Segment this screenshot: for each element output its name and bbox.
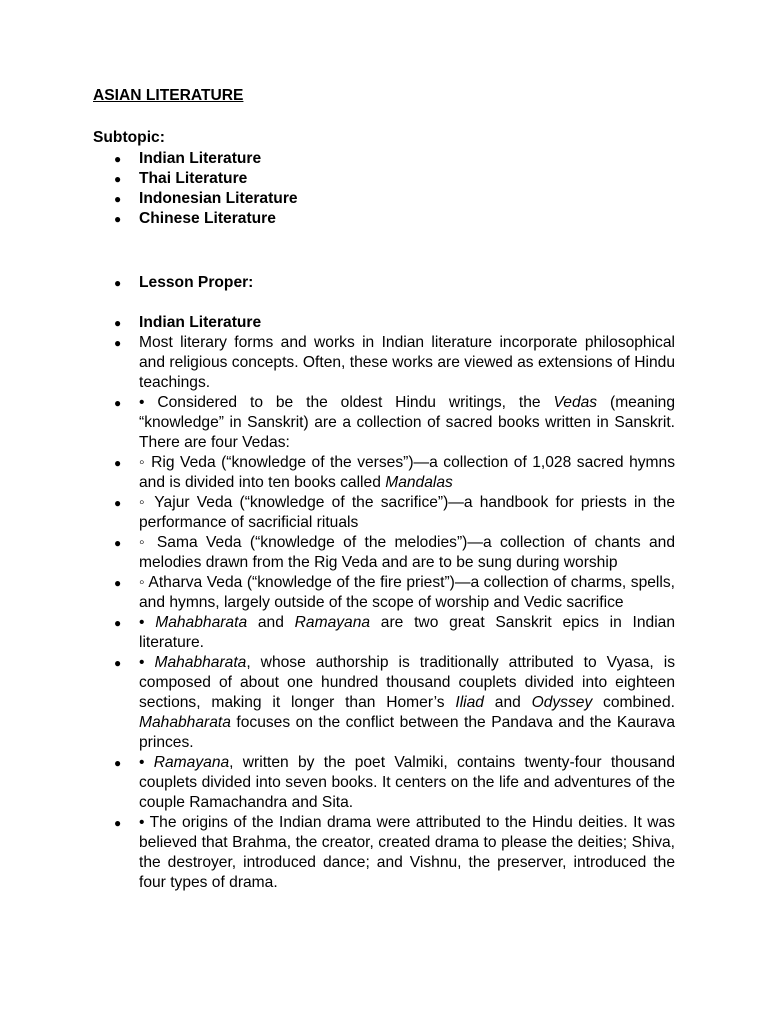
list-item — [114, 313, 675, 333]
list-item — [114, 573, 675, 613]
bullet-icon: ● — [114, 316, 122, 330]
list-item — [114, 533, 675, 573]
bullet-icon: ● — [114, 172, 122, 186]
subtopic-text: Indonesian Literature — [139, 190, 298, 207]
text-run: and — [483, 694, 532, 711]
bullet-icon: ● — [114, 192, 122, 206]
text-run: , whose authorship is traditionally attributed to Vyasa, is composed of about one hundred thousand couplets divided into eighteen sections, making it longer than Homer’s — [139, 654, 675, 711]
text-run: , written by the poet Valmiki, contains twenty-four thousand couplets divided into seven books. It centers on the life and adventures of the couple Ramachandra and Sita. — [139, 754, 675, 811]
bullet-icon: ● — [114, 152, 122, 166]
bullet-icon: ● — [114, 656, 122, 670]
list-item — [114, 393, 675, 453]
bullet-icon: ● — [114, 212, 122, 226]
list-item — [114, 169, 675, 189]
text-run: ◦ Sama Veda (“knowledge of the melodies”)—a collection of chants and melodies drawn from the Rig Veda and are to be sung during worship — [139, 534, 675, 571]
text-run: Ramayana — [294, 614, 371, 631]
list-item — [114, 149, 675, 169]
list-item — [114, 189, 675, 209]
list-item — [114, 653, 675, 753]
text-run: focuses on the conflict between the Pandava and the Kaurava princes. — [139, 714, 675, 751]
bullet-icon: ● — [114, 496, 122, 510]
subtopic-text: Thai Literature — [139, 170, 248, 187]
bullet-icon: ● — [114, 456, 122, 470]
text-run: • — [139, 754, 154, 771]
list-item — [114, 813, 675, 893]
subtopic-list — [114, 149, 675, 229]
text-run: are two great Sanskrit epics in Indian literature. — [139, 614, 676, 651]
subtopic-text: Indian Literature — [139, 150, 262, 167]
lesson-heading: Lesson Proper: — [139, 274, 254, 291]
text-run: • — [139, 614, 156, 631]
text-run: • — [139, 654, 155, 671]
text-run: combined. — [592, 694, 675, 711]
list-item — [114, 209, 675, 229]
lesson-list — [114, 273, 675, 293]
text-run: Mandalas — [385, 474, 453, 491]
text-run: • The origins of the Indian drama were attributed to the Hindu deities. It was believed that Brahma, the creator, created drama to please the deities; Shiva, the destroyer, introduced dance; and Vishnu, the preserver, introduced the four types of drama. — [139, 814, 675, 891]
text-run: Mahabharata — [155, 614, 248, 631]
content-list — [114, 313, 675, 893]
list-item — [114, 333, 675, 393]
text-run: Indian Literature — [139, 314, 262, 331]
bullet-icon: ● — [114, 816, 122, 830]
bullet-icon: ● — [114, 396, 122, 410]
list-item — [114, 753, 675, 813]
list-item — [114, 493, 675, 533]
document-title: ASIAN LITERATURE — [93, 87, 244, 104]
bullet-icon: ● — [114, 536, 122, 550]
text-run: Mahabharata — [154, 654, 247, 671]
text-run: ◦ Rig Veda (“knowledge of the verses”)—a collection of 1,028 sacred hymns and is divided into ten books called — [139, 454, 675, 491]
text-run: Mahabharata — [139, 714, 231, 731]
bullet-icon: ● — [114, 336, 122, 350]
text-run: ◦ Yajur Veda (“knowledge of the sacrifice”)—a handbook for priests in the performance of sacrificial rituals — [139, 494, 675, 531]
text-run: ◦ Atharva Veda (“knowledge of the fire priest”)—a collection of charms, spells, and hymns, largely outside of the scope of worship and Vedic sacrifice — [139, 574, 675, 611]
subtopic-text: Chinese Literature — [139, 210, 276, 227]
text-run: Vedas — [553, 394, 598, 411]
list-item — [114, 453, 675, 493]
text-run: Odyssey — [531, 694, 593, 711]
text-run: and — [247, 614, 295, 631]
bullet-icon: ● — [114, 276, 122, 290]
text-run: Most literary forms and works in Indian literature incorporate philosophical and religious concepts. Often, these works are viewed as extensions of Hindu teachings. — [139, 334, 675, 391]
text-run: Iliad — [455, 694, 484, 711]
bullet-icon: ● — [114, 616, 122, 630]
subtopic-label: Subtopic: — [93, 129, 165, 146]
text-run: • Considered to be the oldest Hindu writings, the — [139, 394, 554, 411]
list-item — [114, 613, 675, 653]
list-item — [114, 273, 675, 293]
bullet-icon: ● — [114, 576, 122, 590]
text-run: (meaning “knowledge” in Sanskrit) are a collection of sacred books written in Sanskrit. There are four Vedas: — [139, 394, 676, 451]
text-run: Ramayana — [153, 754, 230, 771]
bullet-icon: ● — [114, 756, 122, 770]
